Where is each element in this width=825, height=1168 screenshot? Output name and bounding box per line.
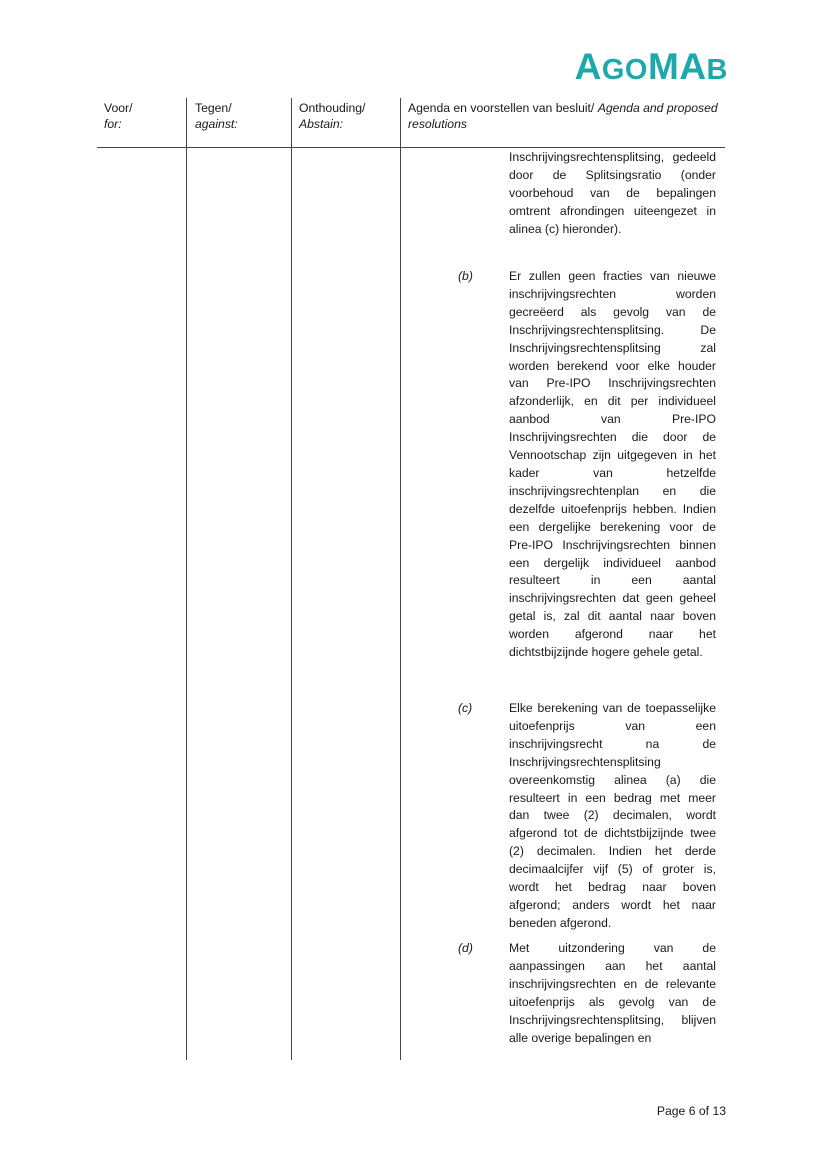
item-marker-c: (c) [458,701,473,715]
column-divider-2 [291,98,292,1060]
item-marker-d: (d) [458,941,473,955]
onthouding-label: Onthouding/ [299,101,366,115]
item-marker-b: (b) [458,269,473,283]
column-divider-1 [186,98,187,1060]
continuation-paragraph: Inschrijvingsrechtensplitsing, gedeeld door de Splitsingsratio (onder voorbehoud van de bepalingen omtrent afrondingen uiteengezet in alinea (c) hieronder). [509,150,716,236]
header-rule [97,147,725,148]
page-number: Page 6 of 13 [656,1104,726,1118]
column-header-voor [104,100,174,132]
item-paragraph-d: Met uitzondering van de aanpassingen aan het aantal inschrijvingsrechten en de relevante uitoefenprijs als gevolg van de Inschrijvingsrechtensplitsing, blijven alle overige bepalingen en [509,941,716,1045]
column-header-tegen [195,100,280,132]
tegen-label: Tegen/ [195,101,232,115]
item-paragraph-c: Elke berekening van de toepasselijke uitoefenprijs van een inschrijvingsrecht na de Inschrijvingsrechtensplitsing overeenkomstig alinea (a) die resulteert in een bedrag met meer dan twee (2) decimalen, wordt afgerond tot de dichtstbijzijnde twee (2) decimalen. Indien het derde decimaalcijfer vijf (5) of groter is, wordt het bedrag naar boven afgerond; anders wordt het naar beneden afgerond. [509,701,716,930]
voor-label: Voor/ [104,101,133,115]
agenda-label-en: Agenda and proposed resolutions [408,101,718,131]
for-label: for: [104,117,122,131]
column-header-agenda [408,100,728,132]
agenda-label: Agenda en voorstellen van besluit/ [408,101,598,115]
column-divider-3 [400,98,401,1060]
item-paragraph-b: Er zullen geen fracties van nieuwe inschrijvingsrechten worden gecreëerd als gevolg van de Inschrijvingsrechtensplitsing. De Inschrijvingsrechtensplitsing zal worden berekend voor elke houder van Pre-IPO Inschrijvingsrechten afzonderlijk, en dit per individueel aanbod van Pre-IPO Inschrijvingsrechten die door de Vennootschap zijn uitgegeven in het kader van hetzelfde inschrijvingsrechtenplan en die dezelfde uitoefenprijs hebben. Indien een dergelijke berekening voor de Pre-IPO Inschrijvingsrechten binnen een dergelijk individueel aanbod resulteert in een aantal inschrijvingsrechten dat geen geheel getal is, zal dit aantal naar boven worden afgerond naar het dichtstbijzijnde hogere gehele getal. [509,269,716,660]
abstain-label: Abstain: [299,117,344,131]
agomab-logo: AGOMAB [574,46,728,87]
column-header-onthouding [299,100,394,132]
against-label: against: [195,117,238,131]
